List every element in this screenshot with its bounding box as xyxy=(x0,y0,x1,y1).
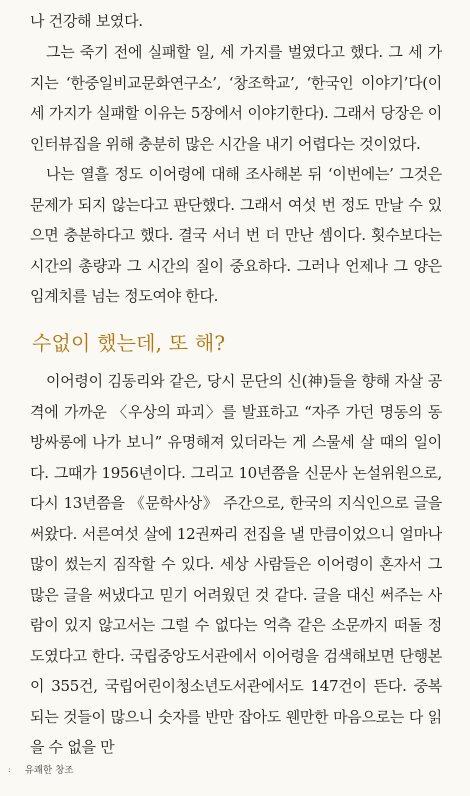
page-footer xyxy=(8,762,74,776)
paragraph-interview-plan: 나는 열흘 정도 이어령에 대해 조사해본 뒤 ‘이번에는’ 그것은 문제가 되지 않는다고 판단했다. 그래서 여섯 번 정도 만날 수 있으면 충분하다고 했다. 결국 서너 번 더 만난 셈이다. 횟수보다는 시간의 총량과 그 시간의 질이 중요하다. 그러나 언제나 그 양은 임계치를 넘는 정도여야 한다. xyxy=(30,165,442,305)
footer-mark: : xyxy=(8,764,11,774)
section-heading: 수없이 했는데, 또 해? xyxy=(32,331,226,355)
paragraph-continued: 나 건강해 보였다. xyxy=(30,12,143,30)
running-footer-title: 유쾌한 창조 xyxy=(24,765,74,776)
paragraph-writing-history: 이어령이 김동리와 같은, 당시 문단의 신(神)들을 향해 자살 공격에 가까운 〈우상의 파괴〉를 발표하고 “자주 가던 명동의 동방싸롱에 나가 보니” 유명해져 있더라는 게 스물세 살 때의 일이다. 그때가 1956년이다. 그리고 10년쯤을 신문사 논설위원으로, 다시 13년쯤을 《문학사상》 주간으로, 한국의 지식인으로 글을 써왔다. 서른여섯 살에 12권짜리 전집을 낼 만큼이었으니 얼마나 많이 썼는지 짐작할 수 있다. 세상 사람들은 이어령이 혼자서 그 많은 글을 써냈다고 믿기 어려웠던 것 같다. 글을 대신 써주는 사람이 있지 않고서는 그럴 수 없다는 억측 같은 소문까지 떠돌 정도였다고 한다. 국립중앙도서관에서 이어령을 검색해보면 단행본이 355건, 국립어린이청소년도서관에서도 147건이 뜬다. 중복되는 것들이 많으니 숫자를 반만 잡아도 웬만한 마음으로는 다 읽을 수 없을 만 xyxy=(30,372,442,756)
paragraph-three-projects: 그는 죽기 전에 실패할 일, 세 가지를 벌였다고 했다. 그 세 가지는 ‘한중일비교문화연구소’, ‘창조학교’, ‘한국인 이야기’다(이 세 가지가 실패할 이유는 5장에서 이야기한다). 그래서 당장은 이 인터뷰집을 위해 충분히 많은 시간을 내기 어렵다는 것이었다. xyxy=(30,43,442,153)
